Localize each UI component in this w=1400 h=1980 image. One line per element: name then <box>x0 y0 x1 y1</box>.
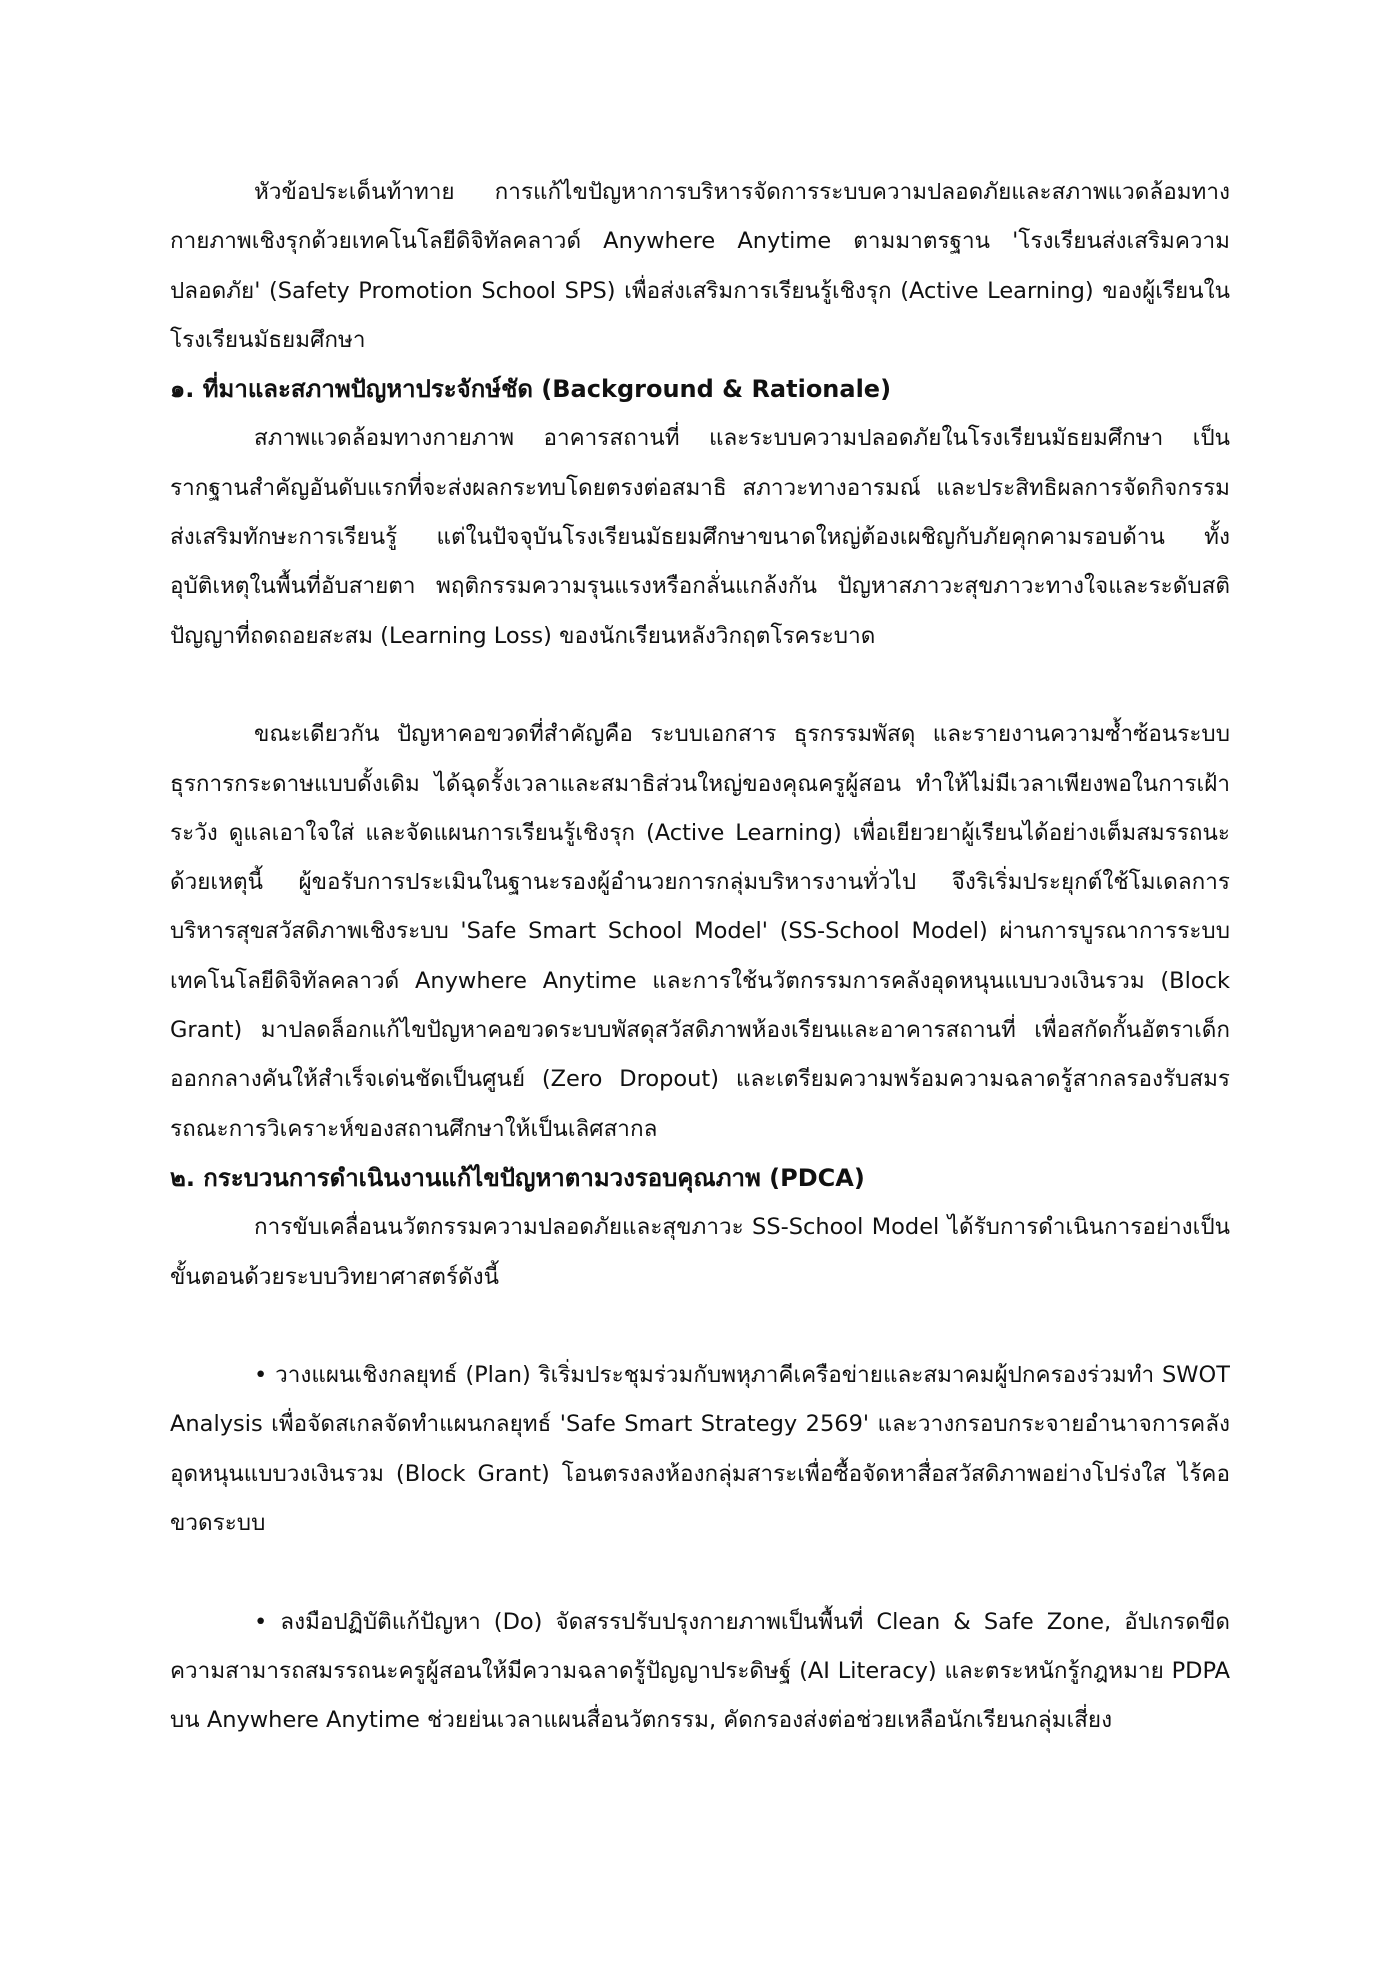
do-bullet: • ลงมือปฏิบัติแก้ปัญหา (Do) จัดสรรปรับปรุงกายภาพเป็นพื้นที่ Clean & Safe Zone, อัปเกรดขีดความสามารถสมรรถนะครูผู้สอนให้มีความฉลาดรู้ปัญญาประดิษฐ์ (AI Literacy) และตระหนักรู้กฎหมาย PDPA บน Anywhere Anytime ช่วยย่นเวลาแผนสื่อนวัตกรรม, คัดกรองส่งต่อช่วยเหลือนักเรียนกลุ่มเสี่ยง <box>170 1608 1230 1734</box>
paragraph-gap <box>170 661 1230 710</box>
intro-paragraph: หัวข้อประเด็นท้าทาย การแก้ไขปัญหาการบริหารจัดการระบบความปลอดภัยและสภาพแวดล้อมทางกายภาพเชิงรุกด้วยเทคโนโลยีดิจิทัลคลาวด์ Anywhere Anytime ตามมาตรฐาน 'โรงเรียนส่งเสริมความปลอดภัย' (Safety Promotion School SPS) เพื่อส่งเสริมการเรียนรู้เชิงรุก (Active Learning) ของผู้เรียนในโรงเรียนมัธยมศึกษา <box>170 179 1230 353</box>
section-1-paragraph-1: สภาพแวดล้อมทางกายภาพ อาคารสถานที่ และระบบความปลอดภัยในโรงเรียนมัธยมศึกษา เป็นรากฐานสำคัญอันดับแรกที่จะส่งผลกระทบโดยตรงต่อสมาธิ สภาวะทางอารมณ์ และประสิทธิผลการจัดกิจกรรมส่งเสริมทักษะการเรียนรู้ แต่ในปัจจุบันโรงเรียนมัธยมศึกษาขนาดใหญ่ต้องเผชิญกับภัยคุกคามรอบด้าน ทั้งอุบัติเหตุในพื้นที่อับสายตา พฤติกรรมความรุนแรงหรือกลั่นแกล้งกัน ปัญหาสภาวะสุขภาวะทางใจและระดับสติปัญญาที่ถดถอยสะสม (Learning Loss) ของนักเรียนหลังวิกฤตโรคระบาด <box>170 425 1230 649</box>
paragraph-gap <box>170 1548 1230 1597</box>
plan-bullet: • วางแผนเชิงกลยุทธ์ (Plan) ริเริ่มประชุมร่วมกับพหุภาคีเครือข่ายและสมาคมผู้ปกครองร่วมทำ SWOT Analysis เพื่อจัดสเกลจัดทำแผนกลยุทธ์ 'Safe Smart Strategy 2569' และวางกรอบกระจายอำนาจการคลังอุดหนุนแบบวงเงินรวม (Block Grant) โอนตรงลงห้องกลุ่มสาระเพื่อซื้อจัดหาสื่อสวัสดิภาพอย่างโปร่งใส ไร้คอขวดระบบ <box>170 1362 1230 1537</box>
section-2-intro: การขับเคลื่อนนวัตกรรมความปลอดภัยและสุขภาวะ SS-School Model ได้รับการดำเนินการอย่างเป็นขั้นตอนด้วยระบบวิทยาศาสตร์ดังนี้ <box>170 1214 1230 1290</box>
document-page <box>170 168 1230 1868</box>
section-2-heading: ๒. กระบวนการดำเนินงานแก้ไขปัญหาตามวงรอบคุณภาพ (PDCA) <box>170 1163 865 1192</box>
section-1-heading: ๑. ที่มาและสภาพปัญหาประจักษ์ชัด (Background & Rationale) <box>170 375 892 404</box>
paragraph-gap <box>170 1302 1230 1351</box>
section-1-paragraph-2: ขณะเดียวกัน ปัญหาคอขวดที่สำคัญคือ ระบบเอกสาร ธุรกรรมพัสดุ และรายงานความซ้ำซ้อนระบบธุรการกระดาษแบบดั้งเดิม ได้ฉุดรั้งเวลาและสมาธิส่วนใหญ่ของคุณครูผู้สอน ทำให้ไม่มีเวลาเพียงพอในการเฝ้าระวัง ดูแลเอาใจใส่ และจัดแผนการเรียนรู้เชิงรุก (Active Learning) เพื่อเยียวยาผู้เรียนได้อย่างเต็มสมรรถนะ ด้วยเหตุนี้ ผู้ขอรับการประเมินในฐานะรองผู้อำนวยการกลุ่มบริหารงานทั่วไป จึงริเริ่มประยุกต์ใช้โมเดลการบริหารสุขสวัสดิภาพเชิงระบบ 'Safe Smart School Model' (SS-School Model) ผ่านการบูรณาการระบบเทคโนโลยีดิจิทัลคลาวด์ Anywhere Anytime และการใช้นวัตกรรมการคลังอุดหนุนแบบวงเงินรวม (Block Grant) มาปลดล็อกแก้ไขปัญหาคอขวดระบบพัสดุสวัสดิภาพห้องเรียนและอาคารสถานที่ เพื่อสกัดกั้นอัตราเด็กออกกลางคันให้สำเร็จเด่นชัดเป็นศูนย์ (Zero Dropout) และเตรียมความพร้อมความฉลาดรู้สากลรองรับสมรรถณะการวิเคราะห์ของสถานศึกษาให้เป็นเลิศสากล <box>170 721 1230 1142</box>
